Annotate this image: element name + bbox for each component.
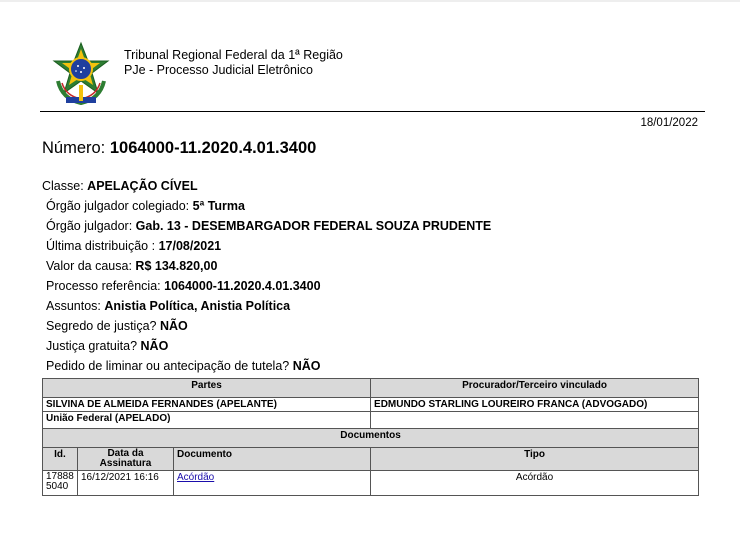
top-border [0, 0, 740, 2]
process-fields [42, 176, 491, 376]
doc-id: 17888 5040 [43, 471, 78, 496]
parties-header: Partes [43, 379, 371, 398]
document-date: 18/01/2022 [640, 117, 698, 129]
documents-header-row [43, 448, 699, 471]
parties-header-row [43, 379, 699, 398]
procurador-cell: EDMUNDO STARLING LOUREIRO FRANCA (ADVOGADO) [371, 398, 699, 412]
system-name: PJe - Processo Judicial Eletrônico [124, 63, 313, 77]
party-cell: SILVINA DE ALMEIDA FERNANDES (APELANTE) [43, 398, 371, 412]
court-name: Tribunal Regional Federal da 1ª Região [124, 48, 343, 62]
procurador-header: Procurador/Terceiro vinculado [371, 379, 699, 398]
doc-type: Acórdão [371, 471, 699, 496]
procurador-cell [371, 412, 699, 429]
field-pedido-liminar: Pedido de liminar ou antecipação de tutela? NÃO [46, 359, 321, 373]
field-orgao-colegiado: Órgão julgador colegiado: 5ª Turma [46, 199, 245, 213]
party-cell: União Federal (APELADO) [43, 412, 371, 429]
doc-cell [174, 471, 371, 496]
field-classe: Classe: APELAÇÃO CÍVEL [42, 179, 198, 193]
field-segredo-justica: Segredo de justiça? NÃO [46, 319, 188, 333]
header-divider [40, 111, 705, 112]
field-ultima-distribuicao: Última distribuição : 17/08/2021 [46, 239, 222, 253]
field-orgao-julgador: Órgão julgador: Gab. 13 - DESEMBARGADOR FEDERAL SOUZA PRUDENTE [46, 219, 492, 233]
documents-title: Documentos [43, 429, 699, 448]
document-link[interactable]: Acórdão [177, 472, 215, 483]
col-date-header: Data da Assinatura [78, 448, 174, 471]
process-number [42, 139, 316, 158]
court-header [124, 48, 343, 78]
col-type-header: Tipo [371, 448, 699, 471]
documents-title-row [43, 429, 699, 448]
field-valor-causa: Valor da causa: R$ 134.820,00 [46, 259, 218, 273]
brazil-coat-of-arms-icon [48, 41, 114, 109]
col-document-header: Documento [174, 448, 371, 471]
field-justica-gratuita: Justiça gratuita? NÃO [46, 339, 169, 353]
field-assuntos: Assuntos: Anistia Política, Anistia Política [46, 299, 291, 313]
field-processo-referencia: Processo referência: 1064000-11.2020.4.01.3400 [46, 279, 321, 293]
process-number-value: 1064000-11.2020.4.01.3400 [109, 139, 317, 157]
col-id-header: Id. [43, 448, 78, 471]
table-row [43, 412, 699, 429]
table-row [43, 398, 699, 412]
process-number-label: Número: [42, 139, 106, 157]
doc-date: 16/12/2021 16:16 [78, 471, 174, 496]
parties-documents-table [42, 378, 699, 496]
table-row [43, 471, 699, 496]
